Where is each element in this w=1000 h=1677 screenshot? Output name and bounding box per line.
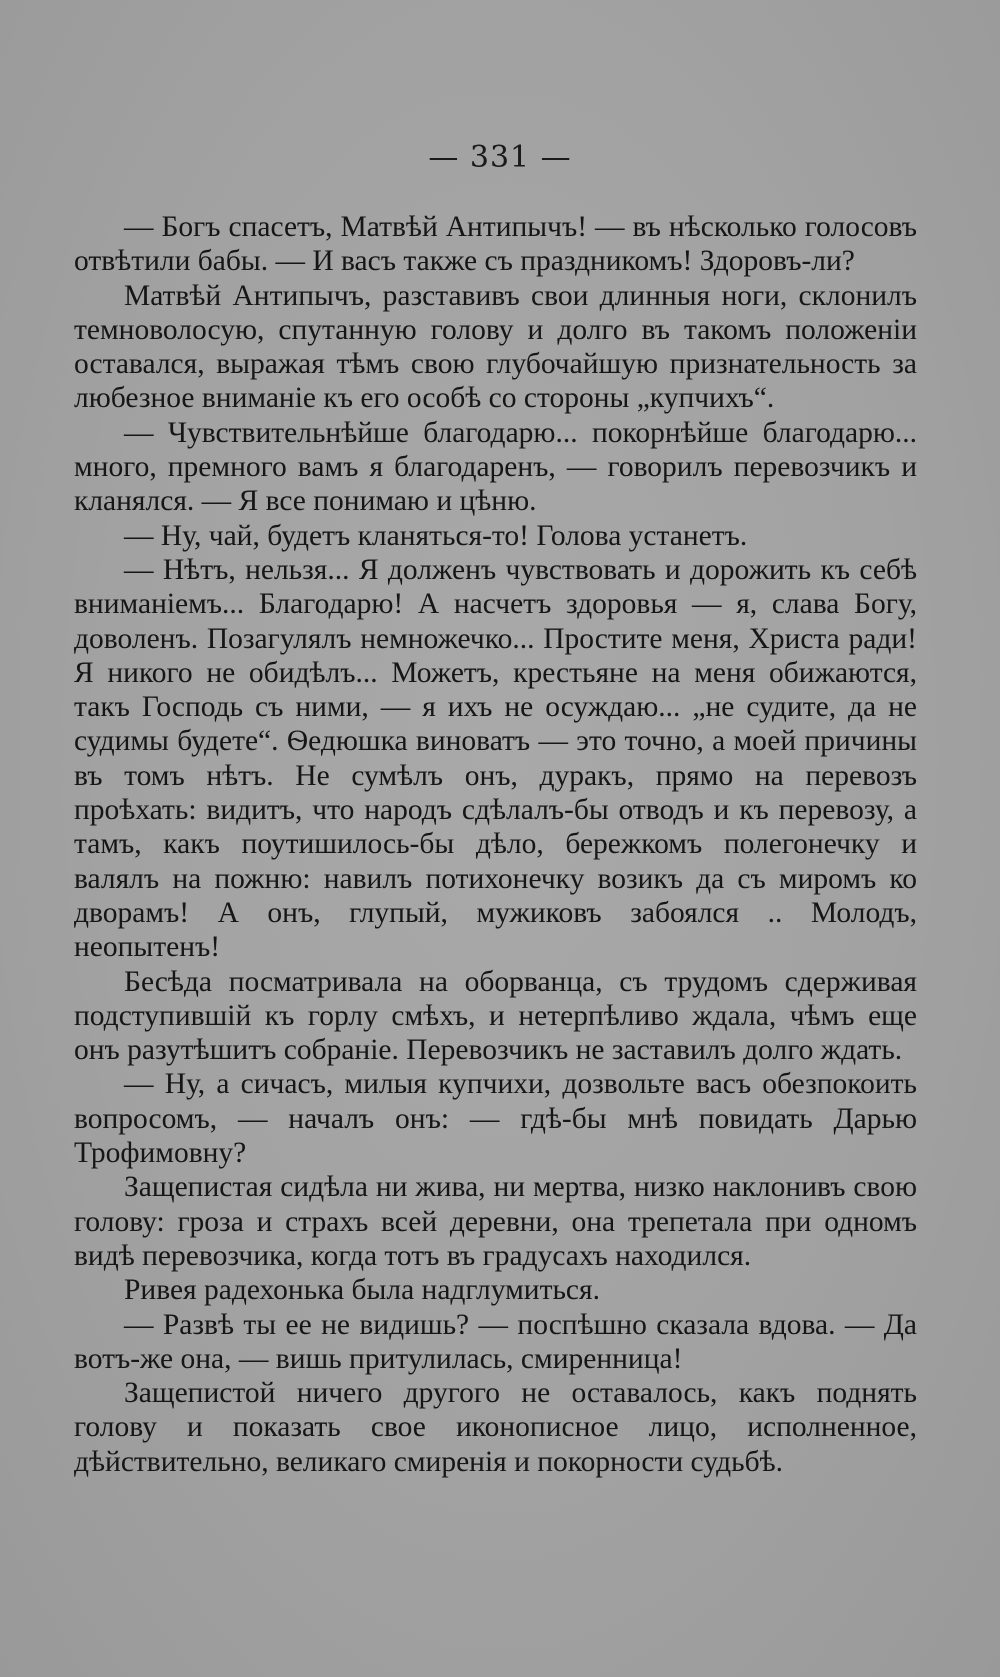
paragraph: — Нѣтъ, нельзя... Я долженъ чувствовать и дорожить къ себѣ вниманіемъ... Благодарю! А насчетъ здоровья — я, слава Богу, доволенъ. Позагулялъ немножечко... Простите меня, Христа ради! Я никого не обидѣлъ... Можетъ, крестьяне на меня обижаются, такъ Господь съ ними, — я ихъ не осуждаю... „не судите, да не судимы будете“. Ѳедюшка виноватъ — это точно, а моей причины въ томъ нѣтъ. Не сумѣлъ онъ, дуракъ, прямо на перевозъ проѣхать: видитъ, что народъ сдѣлалъ-бы отводъ и къ перевозу, а тамъ, какъ поутишилось-бы дѣло, бережкомъ полегонечку и валялъ на пожню: навилъ потихонечку возикъ да съ миромъ ко дворамъ! А онъ, глупый, мужиковъ забоялся .. Молодъ, неопытенъ! bbox=[74, 553, 917, 964]
page-number: — 331 — bbox=[428, 140, 572, 175]
paragraph: Бесѣда посматривала на оборванца, съ трудомъ сдерживая подступившій къ горлу смѣхъ, и нетерпѣливо ждала, чѣмъ еще онъ разутѣшитъ собраніе. Перевозчикъ не заставилъ долго ждать. bbox=[74, 965, 917, 1067]
paragraph: — Богъ спасетъ, Матвѣй Антипычъ! — въ нѣсколько голосовъ отвѣтили бабы. — И васъ также съ праздникомъ! Здоровъ-ли? bbox=[74, 211, 917, 278]
paragraph: — Развѣ ты ее не видишь? — поспѣшно сказала вдова. — Да вотъ-же она, — вишь притулилась, смиренница! bbox=[74, 1308, 917, 1375]
paragraph: Защепистая сидѣла ни жива, ни мертва, низко наклонивъ свою голову: гроза и страхъ всей деревни, она трепетала при одномъ видѣ перевозчика, когда тотъ въ градусахъ находился. bbox=[74, 1171, 917, 1272]
paragraph: Матвѣй Антипычъ, разставивъ свои длинныя ноги, склонилъ темноволосую, спутанную голову и долго въ такомъ положеніи оставался, выражая тѣмъ свою глубочайшую признательность за любезное вниманіе къ его особѣ со стороны „купчихъ“. bbox=[74, 279, 917, 415]
paragraph: Защепистой ничего другого не оставалось, какъ поднять голову и показать свое иконописное лицо, исполненное, дѣйствительно, великаго смиренія и покорности судьбѣ. bbox=[74, 1377, 917, 1478]
paragraph: — Чувствительнѣйше благодарю... покорнѣйше благодарю... много, премного вамъ я благодаренъ, — говорилъ перевозчикъ и кланялся. — Я все понимаю и цѣню. bbox=[74, 416, 917, 518]
paragraph: — Ну, а сичасъ, милыя купчихи, дозвольте васъ обезпокоить вопросомъ, — началъ онъ: — гдѣ-бы мнѣ повидать Дарью Трофимовну? bbox=[74, 1068, 917, 1170]
paragraph: — Ну, чай, будетъ кланяться-то! Голова устанетъ. bbox=[124, 519, 748, 552]
paragraph: Ривея радехонька была надглумиться. bbox=[124, 1274, 600, 1307]
body-text bbox=[74, 210, 917, 1479]
